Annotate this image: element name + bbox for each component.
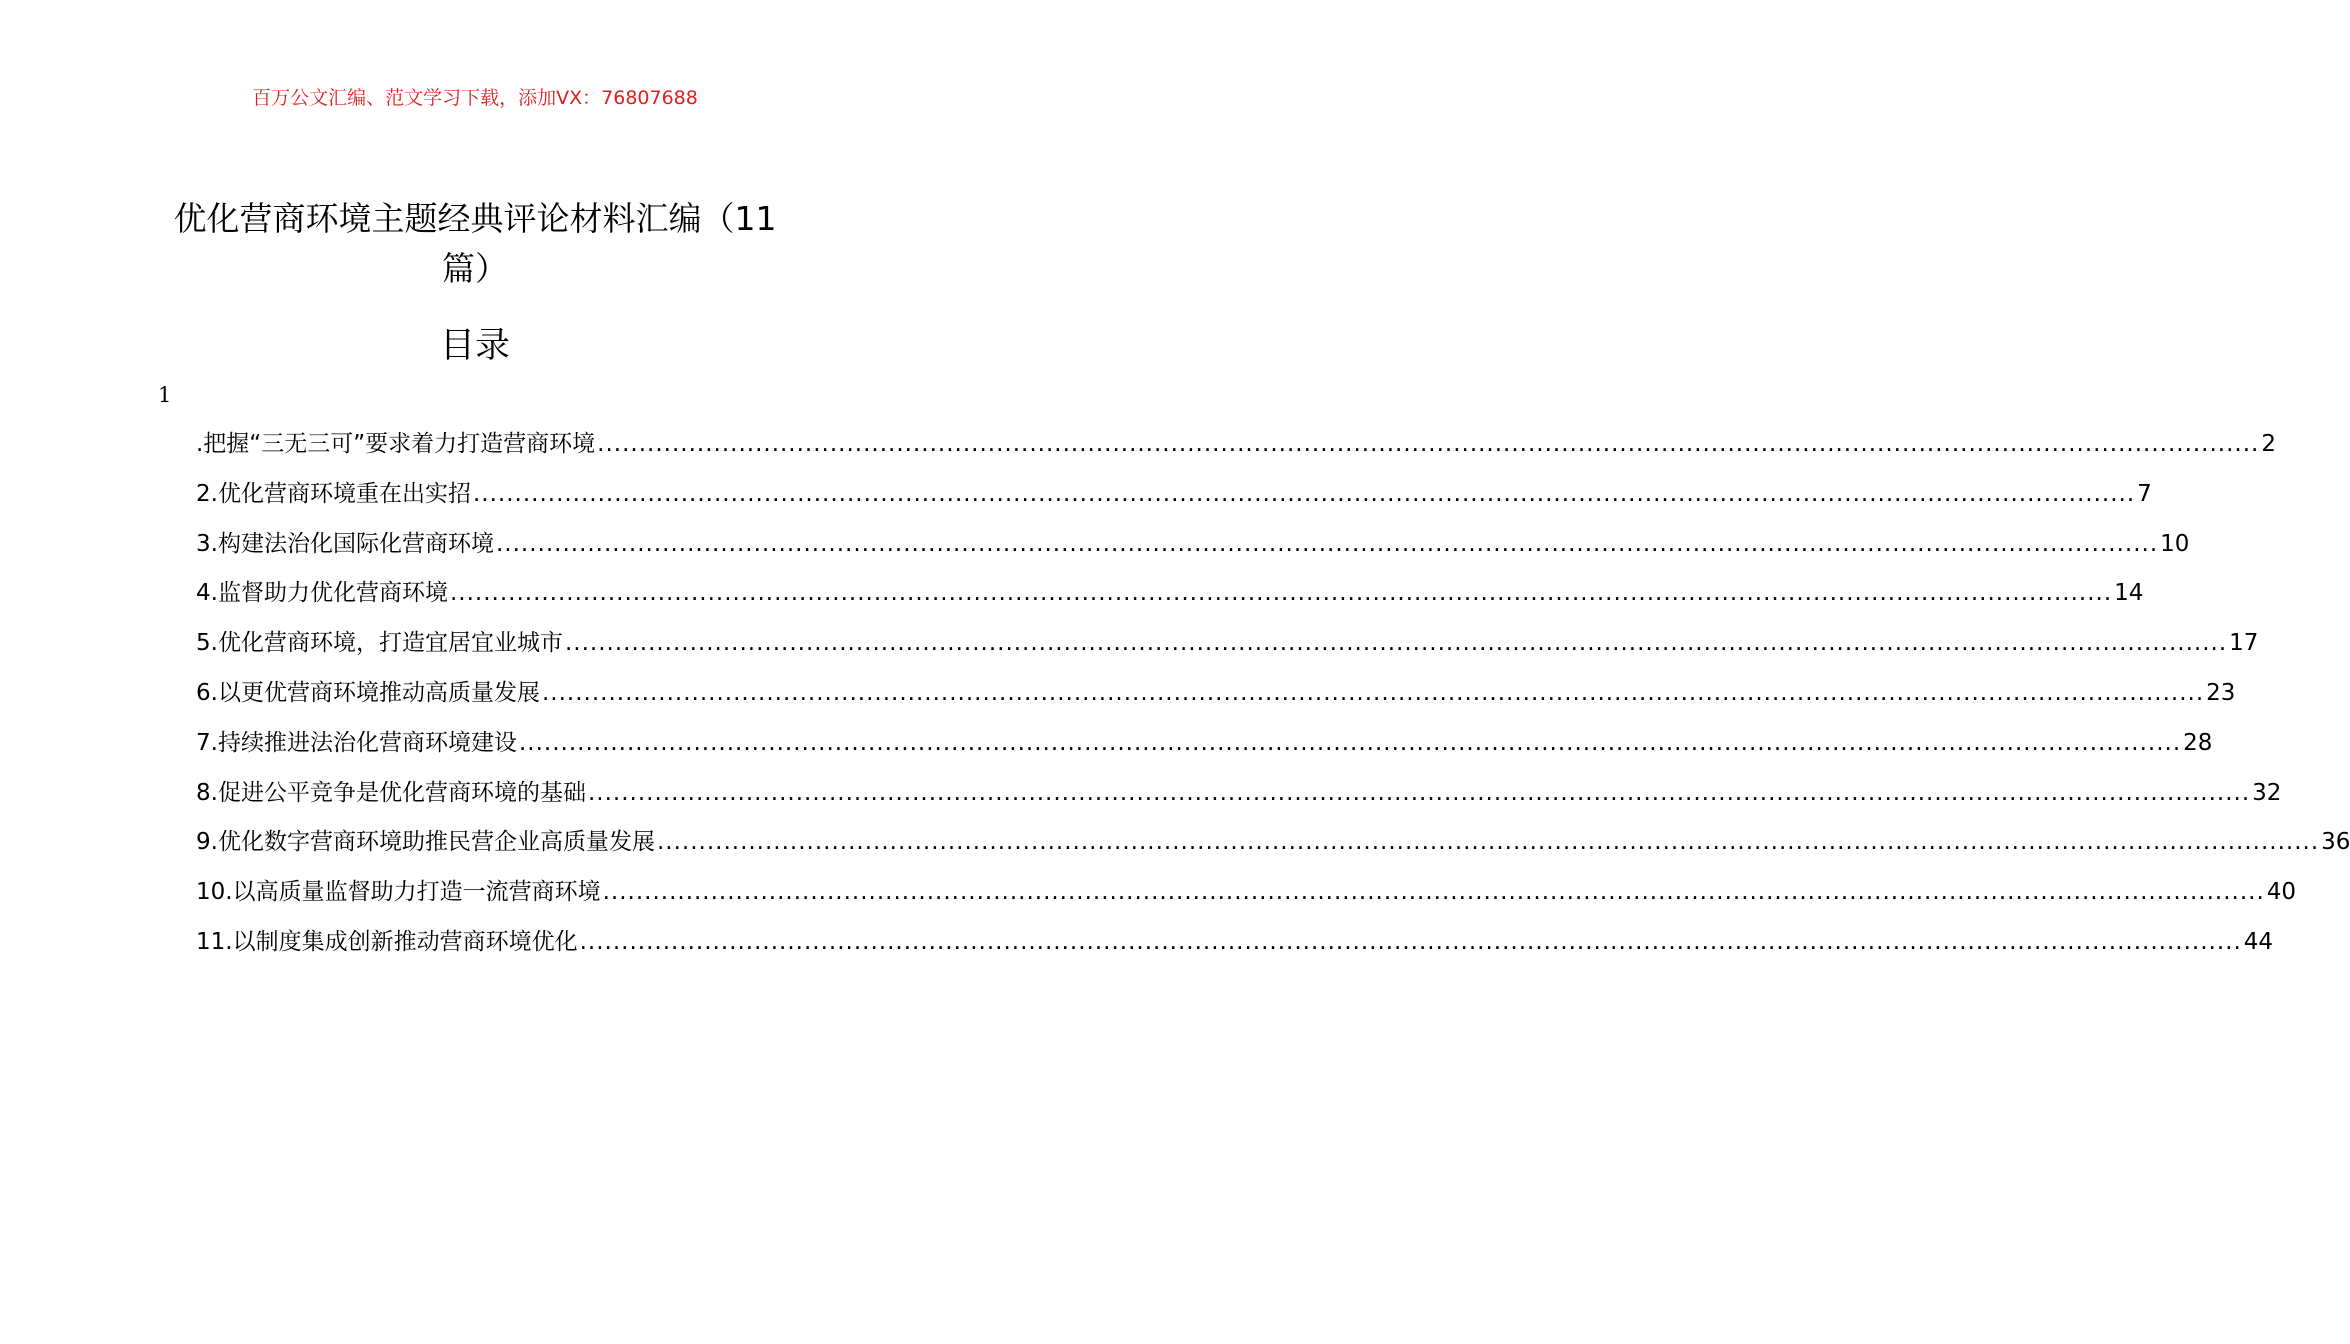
toc-leader-dots: ........................................................................................................................................................................................................ bbox=[564, 630, 2228, 657]
toc-entry[interactable] bbox=[196, 818, 2350, 868]
toc-leader-dots: ........................................................................................................................................................................................................ bbox=[449, 580, 2113, 607]
toc-leader-dots: ........................................................................................................................................................................................................ bbox=[579, 928, 2242, 955]
toc-entry[interactable] bbox=[196, 719, 2213, 769]
toc-entry-page: 23 bbox=[2206, 679, 2236, 706]
toc-entry-page: 2 bbox=[2261, 431, 2277, 457]
toc-leader-dots: ........................................................................................................................................................................................................ bbox=[597, 431, 2260, 457]
header-note: 百万公文汇编、范文学习下载，添加VX：76807688 bbox=[252, 87, 698, 109]
toc-entry[interactable] bbox=[196, 420, 2277, 470]
toc-entry[interactable] bbox=[196, 619, 2259, 669]
toc-entry[interactable] bbox=[196, 868, 2297, 918]
toc-entry-page: 28 bbox=[2183, 729, 2213, 756]
toc-entry[interactable] bbox=[196, 669, 2236, 719]
toc-leader-dots: ........................................................................................................................................................................................................ bbox=[472, 480, 2136, 507]
toc-entry-page: 14 bbox=[2114, 580, 2144, 607]
toc-entry-title: 8.促进公平竞争是优化营商环境的基础 bbox=[196, 779, 586, 806]
toc-leader-dots: ........................................................................................................................................................................................................ bbox=[656, 829, 2320, 856]
stray-number: 1 bbox=[158, 383, 172, 407]
toc-leader-dots: ........................................................................................................................................................................................................ bbox=[518, 729, 2182, 756]
document-title: 优化营商环境主题经典评论材料汇编（11篇） bbox=[173, 199, 777, 289]
toc-entry-title: 2.优化营商环境重在出实招 bbox=[196, 480, 471, 507]
toc-entry-title: 10.以高质量监督助力打造一流营商环境 bbox=[196, 879, 601, 906]
toc-leader-dots: ........................................................................................................................................................................................................ bbox=[541, 679, 2205, 706]
toc-entry[interactable] bbox=[196, 769, 2282, 819]
toc-entry-title: 11.以制度集成创新推动营商环境优化 bbox=[196, 928, 578, 955]
toc-entry-page: 7 bbox=[2137, 480, 2152, 507]
toc-entry[interactable] bbox=[196, 918, 2274, 968]
toc-entry-page: 44 bbox=[2243, 928, 2274, 955]
toc-entry-title: 6.以更优营商环境推动高质量发展 bbox=[196, 679, 540, 706]
toc-leader-dots: ........................................................................................................................................................................................................ bbox=[587, 779, 2251, 806]
toc-entry-page: 32 bbox=[2252, 779, 2282, 806]
toc-entry-title: 3.构建法治化国际化营商环境 bbox=[196, 530, 494, 557]
toc-entry[interactable] bbox=[196, 569, 2144, 619]
toc-entry-title: 9.优化数字营商环境助推民营企业高质量发展 bbox=[196, 829, 655, 856]
toc-entry-page: 17 bbox=[2229, 630, 2259, 657]
toc-entry[interactable] bbox=[196, 520, 2190, 570]
table-of-contents bbox=[196, 420, 2350, 968]
toc-entry-page: 40 bbox=[2266, 879, 2297, 906]
toc-leader-dots: ........................................................................................................................................................................................................ bbox=[602, 879, 2265, 906]
toc-entry-title: .把握“三无三可”要求着力打造营商环境 bbox=[196, 431, 596, 457]
toc-leader-dots: ........................................................................................................................................................................................................ bbox=[495, 530, 2159, 557]
toc-entry-title: 7.持续推进法治化营商环境建设 bbox=[196, 729, 517, 756]
toc-entry-title: 5.优化营商环境，打造宜居宜业城市 bbox=[196, 630, 563, 657]
toc-heading: 目录 bbox=[439, 326, 510, 366]
toc-entry-page: 10 bbox=[2160, 530, 2190, 557]
toc-entry-title: 4.监督助力优化营商环境 bbox=[196, 580, 448, 607]
toc-entry-page: 36 bbox=[2321, 829, 2350, 856]
toc-entry[interactable] bbox=[196, 470, 2152, 520]
